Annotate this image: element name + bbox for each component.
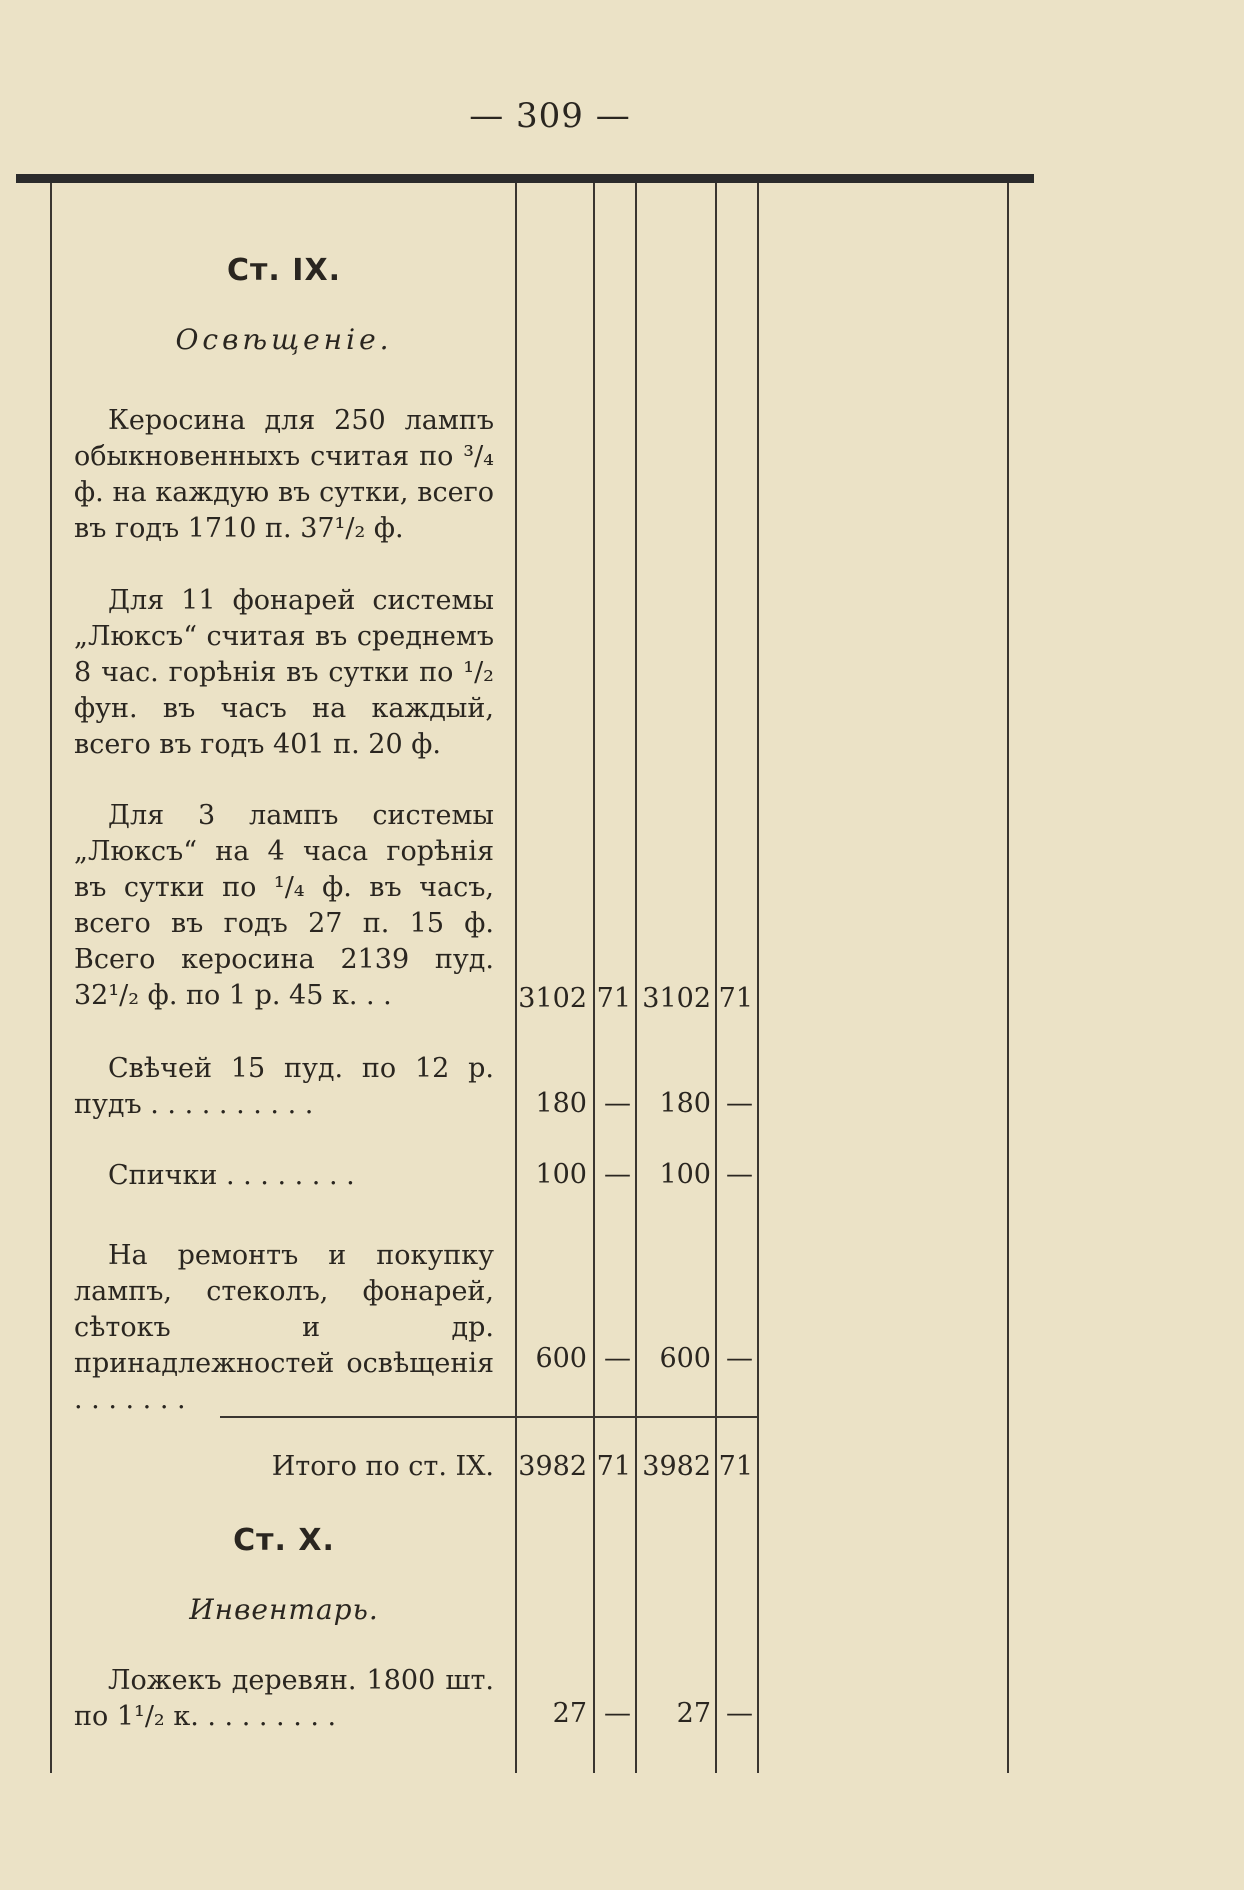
section-x-title: Ст. X. — [233, 1523, 335, 1558]
kerosene-lamps-item: Керосина для 250 лампъ обыкновенныхъ считая по ³/₄ ф. на каждую въ сутки, всего въ годъ 1710 п. 37¹/₂ ф. — [74, 405, 494, 544]
kerosene-col2-rub: 3102 — [642, 983, 711, 1014]
total-col1-rub: 3982 — [518, 1451, 587, 1482]
candles-item: Свѣчей 15 пуд. по 12 р. пудъ . . . . . . . . . . — [74, 1053, 494, 1120]
spoons-col2-kop: — — [726, 1698, 753, 1729]
rule-left — [50, 183, 52, 1773]
candles-col2-rub: 180 — [659, 1088, 711, 1119]
rule-col1-right — [635, 183, 637, 1773]
rule-text-right — [515, 183, 517, 1773]
matches-col2-rub: 100 — [659, 1159, 711, 1190]
total-col2-rub: 3982 — [642, 1451, 711, 1482]
kerosene-col1-rub: 3102 — [518, 983, 587, 1014]
section-ix-title: Ст. IX. — [227, 253, 341, 288]
candles-col1-rub: 180 — [535, 1088, 587, 1119]
repair-col1-kop: — — [604, 1343, 631, 1374]
matches-item: Спички . . . . . . . . — [108, 1160, 355, 1191]
top-rule — [16, 174, 1034, 183]
spoons-col1-rub: 27 — [552, 1698, 587, 1729]
section-ix-total-label: Итого по ст. IX. — [271, 1451, 494, 1482]
repair-item: На ремонтъ и покупку лампъ, стеколъ, фонарей, сѣтокъ и др. принадлежностей освѣщенія . . . . . . . — [74, 1240, 494, 1415]
rule-col2-kop — [715, 183, 717, 1773]
lux-lamps-item: Для 3 лампъ системы „Люксъ“ на 4 часа горѣнія въ сутки по ¹/₄ ф. въ часъ, всего въ годъ 27 п. 15 ф. Всего керосина 2139 пуд. 32¹/₂ ф. по 1 р. 45 к. . . — [74, 800, 494, 1011]
ledger-table — [0, 183, 1244, 1773]
section-x-subtitle: Инвентарь. — [189, 1593, 379, 1626]
repair-col1-rub: 600 — [535, 1343, 587, 1374]
page-number: — 309 — — [469, 96, 631, 136]
candles-col2-kop: — — [726, 1088, 753, 1119]
rule-col1-kop — [593, 183, 595, 1773]
total-col1-kop: 71 — [596, 1451, 631, 1482]
repair-col2-kop: — — [726, 1343, 753, 1374]
repair-col2-rub: 600 — [659, 1343, 711, 1374]
spoons-col1-kop: — — [604, 1698, 631, 1729]
matches-col1-rub: 100 — [535, 1159, 587, 1190]
matches-col1-kop: — — [604, 1159, 631, 1190]
rule-col2-right — [757, 183, 759, 1773]
total-col2-kop: 71 — [718, 1451, 753, 1482]
spoons-col2-rub: 27 — [676, 1698, 711, 1729]
kerosene-col2-kop: 71 — [718, 983, 753, 1014]
spoons-item: Ложекъ деревян. 1800 шт. по 1¹/₂ к. . . . . . . . . — [74, 1665, 494, 1732]
matches-col2-kop: — — [726, 1159, 753, 1190]
rule-right — [1007, 183, 1009, 1773]
kerosene-col1-kop: 71 — [596, 983, 631, 1014]
lux-lanterns-item: Для 11 фонарей системы „Люксъ“ считая въ среднемъ 8 час. горѣнія въ сутки по ¹/₂ фун. въ часъ на каждый, всего въ годъ 401 п. 20 ф. — [74, 585, 494, 760]
section-ix-subtitle: Освѣщеніе. — [175, 323, 393, 356]
candles-col1-kop: — — [604, 1088, 631, 1119]
